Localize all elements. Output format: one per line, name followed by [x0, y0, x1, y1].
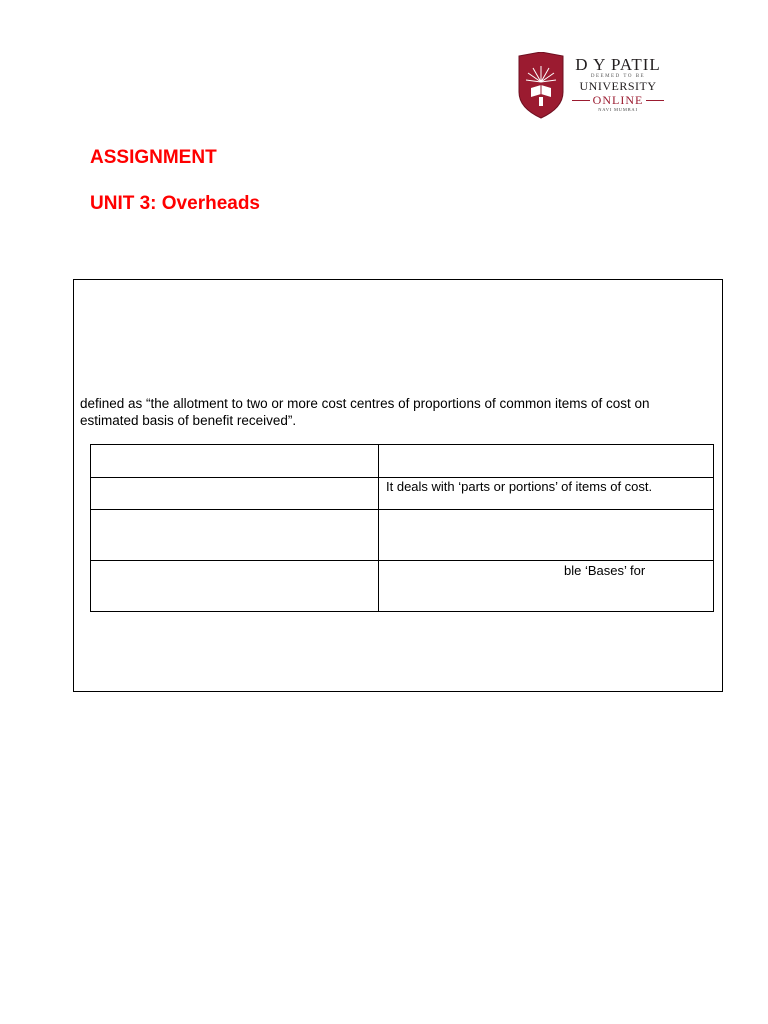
logo-city: NAVI MUMBAI	[598, 107, 638, 112]
logo-university: UNIVERSITY	[579, 79, 657, 93]
logo-wordmark	[572, 56, 664, 113]
logo-divider-left	[572, 100, 590, 101]
cell-text	[91, 478, 378, 479]
table-cell	[91, 478, 379, 510]
table-cell	[91, 510, 379, 561]
logo-divider-right	[646, 100, 664, 101]
assignment-title: ASSIGNMENT	[90, 147, 217, 168]
table-row	[91, 561, 714, 612]
logo-online: ONLINE	[592, 93, 644, 107]
university-crest-icon	[515, 52, 567, 120]
unit-title: UNIT 3: Overheads	[90, 193, 260, 214]
table-cell	[379, 445, 714, 478]
logo-name: D Y PATIL	[575, 55, 661, 74]
logo-online-row	[572, 93, 664, 107]
table-row	[91, 510, 714, 561]
table-row	[91, 478, 714, 510]
table-cell	[91, 561, 379, 612]
paragraph-line-1: defined as “the allotment to two or more cost centres of proportions of common items of cost on	[80, 396, 650, 411]
table-cell	[379, 478, 714, 510]
cell-text	[91, 561, 378, 562]
logo-deemed: DEEMED TO BE	[590, 74, 646, 79]
cell-text	[91, 510, 378, 511]
paragraph-line-2: estimated basis of benefit received”.	[80, 413, 297, 428]
cell-text: ble ‘Bases’ for	[564, 563, 646, 578]
cell-text: It deals with ‘parts or portions’ of items of cost.	[386, 479, 653, 494]
cell-text	[379, 510, 713, 511]
comparison-table	[90, 444, 714, 612]
definition-paragraph	[80, 395, 700, 429]
table-cell	[379, 561, 714, 612]
table-cell	[91, 445, 379, 478]
table-cell	[379, 510, 714, 561]
university-logo	[515, 52, 665, 120]
table-row	[91, 445, 714, 478]
cell-text	[379, 445, 713, 446]
cell-text	[91, 445, 378, 446]
